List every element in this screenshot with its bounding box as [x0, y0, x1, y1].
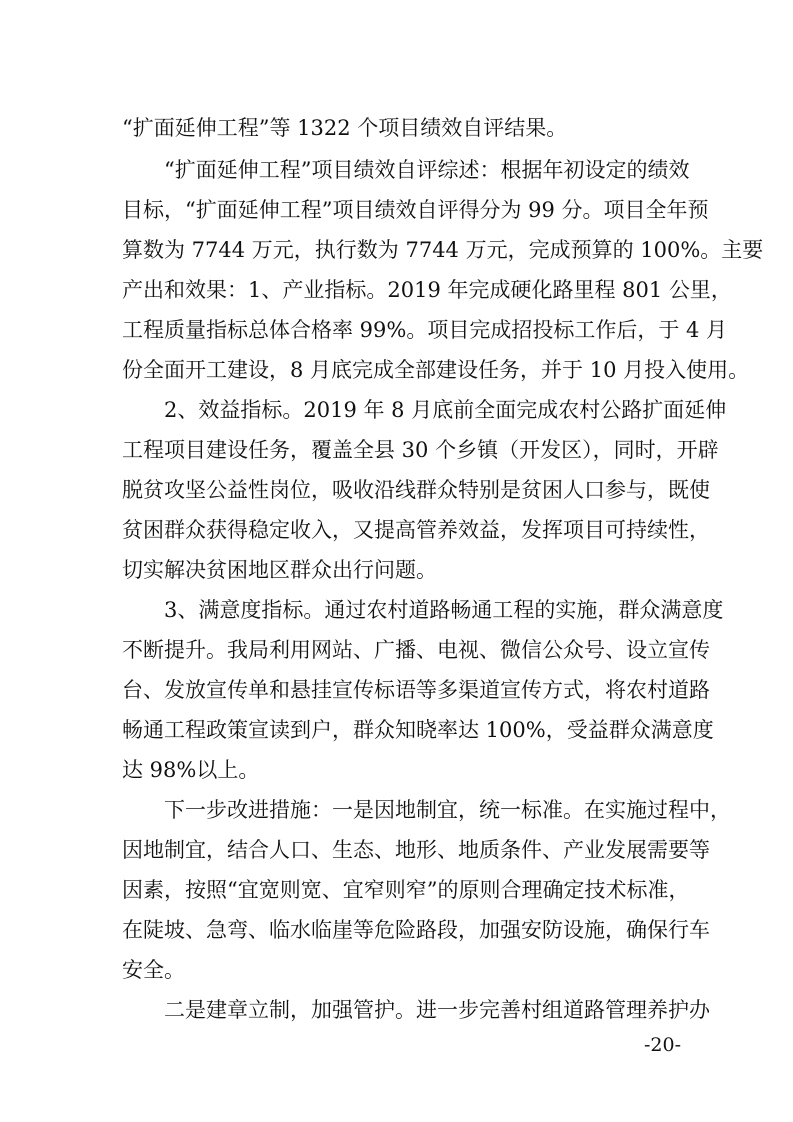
text-line-6: 工程质量指标总体合格率 99%。项目完成招投标工作后，于 4 月: [122, 318, 728, 342]
text-line-3: 目标，“扩面延伸工程”项目绩效自评得分为 99 分。项目全年预: [122, 198, 709, 222]
text-line-23: 二是建章立制，加强管护。进一步完善村组道路管理养护办: [164, 998, 710, 1022]
text-line-22: 安全。: [122, 958, 185, 982]
text-line-9: 工程项目建设任务，覆盖全县 30 个乡镇（开发区），同时，开辟: [122, 438, 719, 462]
text-line-14: 不断提升。我局利用网站、广播、电视、微信公众号、设立宣传: [122, 638, 710, 662]
text-line-2: “扩面延伸工程”项目绩效自评综述：根据年初设定的绩效: [164, 158, 690, 182]
text-line-1: “扩面延伸工程”等 1322 个项目绩效自评结果。: [122, 116, 568, 140]
text-line-16: 畅通工程政策宣读到户，群众知晓率达 100%，受益群众满意度: [122, 718, 714, 742]
text-line-21: 在陡坡、急弯、临水临崖等危险路段，加强安防设施，确保行车: [122, 918, 710, 942]
text-line-15: 台、发放宣传单和悬挂宣传标语等多渠道宣传方式，将农村道路: [122, 678, 710, 702]
text-line-19: 因地制宜，结合人口、生态、地形、地质条件、产业发展需要等: [122, 838, 710, 862]
text-line-10: 脱贫攻坚公益性岗位，吸收沿线群众特别是贫困人口参与，既使: [122, 478, 710, 502]
text-line-12: 切实解决贫困地区群众出行问题。: [122, 558, 437, 582]
text-line-4: 算数为 7744 万元，执行数为 7744 万元，完成预算的 100%。主要: [122, 238, 764, 262]
text-line-8: 2、效益指标。2019 年 8 月底前全面完成农村公路扩面延伸: [164, 398, 727, 422]
text-line-13: 3、满意度指标。通过农村道路畅通工程的实施，群众满意度: [164, 598, 724, 622]
text-line-20: 因素，按照“宜宽则宽、宜窄则窄”的原则合理确定技术标准，: [122, 878, 690, 902]
text-line-7: 份全面开工建设，8 月底完成全部建设任务，并于 10 月投入使用。: [122, 358, 750, 382]
text-line-18: 下一步改进措施：一是因地制宜，统一标准。在实施过程中，: [164, 798, 731, 822]
page-number: -20-: [643, 1034, 681, 1056]
text-line-5: 产出和效果：1、产业指标。2019 年完成硬化路里程 801 公里，: [122, 278, 732, 302]
text-line-17: 达 98%以上。: [122, 758, 260, 782]
text-line-11: 贫困群众获得稳定收入，又提高管养效益，发挥项目可持续性，: [122, 518, 710, 542]
